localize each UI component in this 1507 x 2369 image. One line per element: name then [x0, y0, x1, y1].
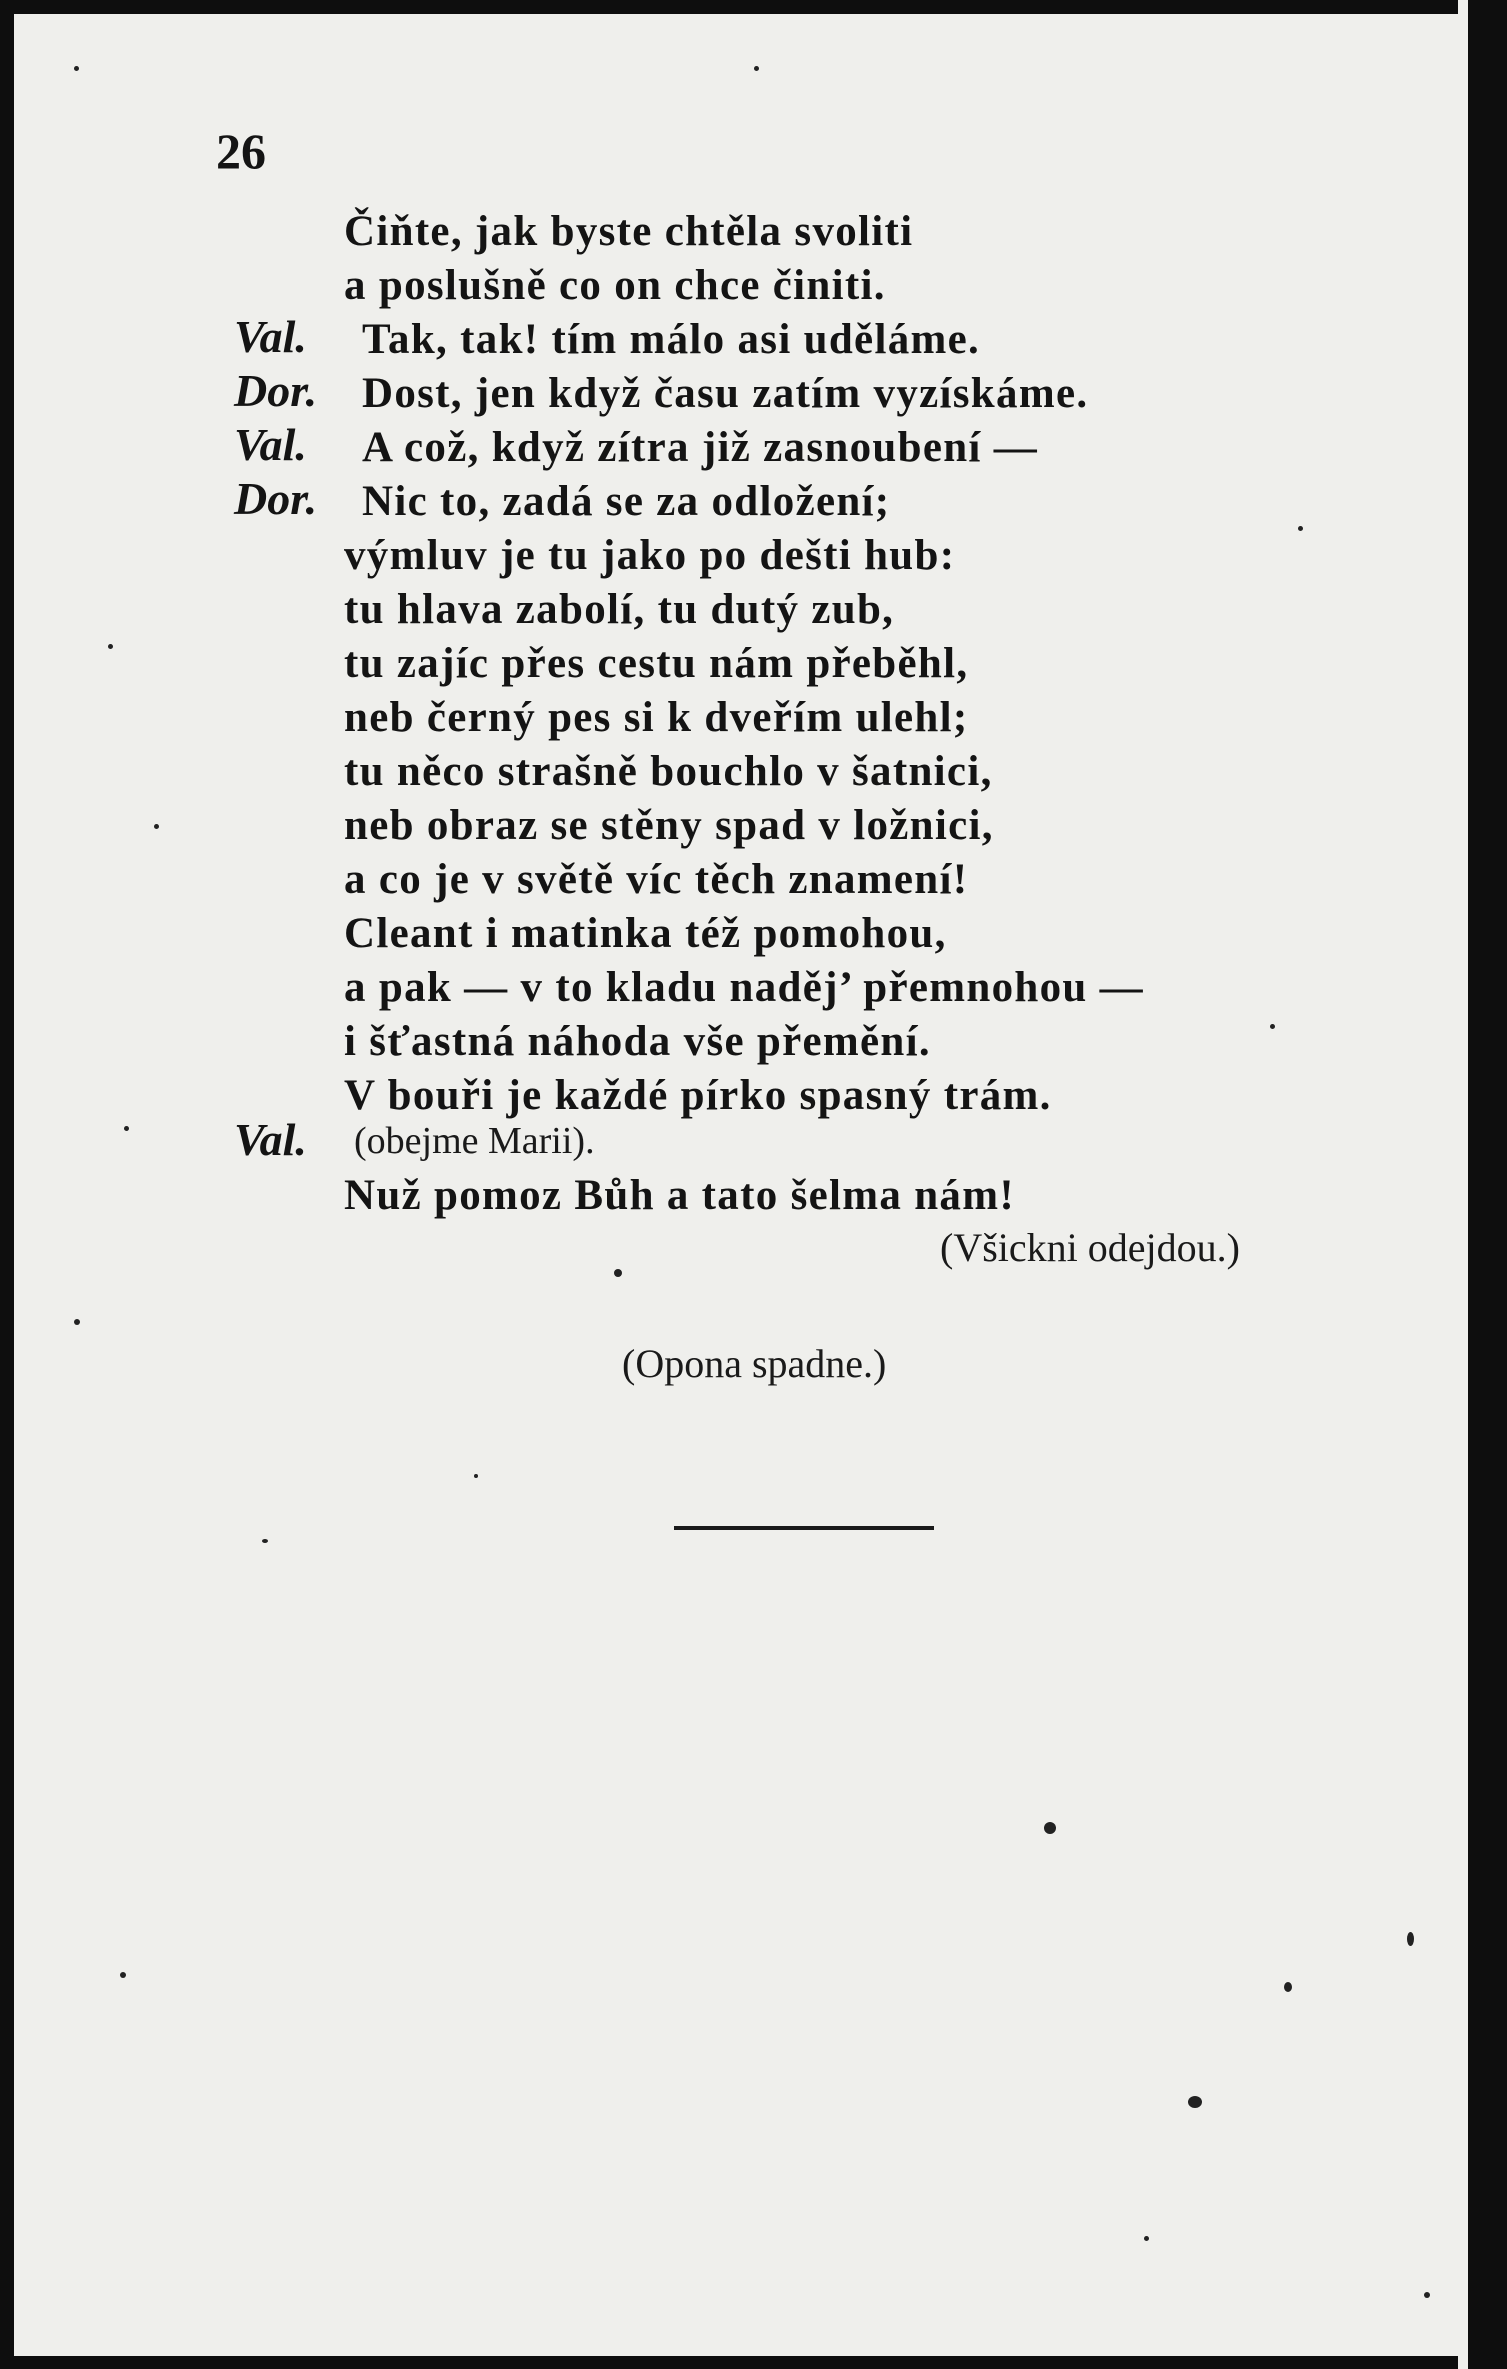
verse-line: Nic to, zadá se za odložení; [362, 478, 891, 525]
scan-speck [1284, 1982, 1292, 1992]
scan-speck [74, 66, 79, 71]
verse-line: tu zajíc přes cestu nám přeběhl, [344, 640, 969, 687]
speaker-label: Val. [234, 419, 307, 470]
scan-speck [154, 824, 159, 829]
speaker-label: Dor. [234, 473, 318, 524]
scan-speck [1407, 1932, 1414, 1946]
page-edge [1458, 0, 1468, 2369]
verse-line: Nuž pomoz Bůh a tato šelma nám! [344, 1172, 1015, 1219]
verse-line: a pak — v to kladu naděj’ přemnohou — [344, 964, 1144, 1011]
scan-speck [108, 644, 113, 649]
verse-line: V bouři je každé pírko spasný trám. [344, 1072, 1052, 1119]
scan-speck [1188, 2096, 1202, 2108]
scan-speck [124, 1126, 129, 1131]
speaker-label: Dor. [234, 365, 318, 416]
scan-speck [1270, 1024, 1275, 1029]
verse-line: a poslušně co on chce činiti. [344, 262, 886, 309]
verse-line: Čiňte, jak byste chtěla svoliti [344, 208, 914, 255]
scan-speck [1144, 2236, 1149, 2241]
speaker-label: Val. [234, 311, 307, 362]
verse-line: Cleant i matinka též pomohou, [344, 910, 947, 957]
scan-speck [1298, 526, 1303, 531]
speaker-label: Val. [234, 1114, 307, 1165]
verse-line: neb černý pes si k dveřím ulehl; [344, 694, 969, 741]
scan-speck [120, 1972, 126, 1978]
scan-speck [614, 1269, 622, 1277]
verse-line: A což, když zítra již zasnoubení — [362, 424, 1039, 471]
verse-line: neb obraz se stěny spad v ložnici, [344, 802, 994, 849]
stage-direction-curtain: (Opona spadne.) [622, 1341, 887, 1386]
scan-speck [754, 66, 759, 71]
scan-speck [1424, 2292, 1430, 2298]
scan-speck [74, 1319, 80, 1325]
verse-line: tu něco strašně bouchlo v šatnici, [344, 748, 993, 795]
book-page [14, 14, 1458, 2356]
stage-direction: (obejme Marii). [354, 1120, 595, 1162]
scan-speck [474, 1474, 478, 1478]
scan-speck [1044, 1822, 1056, 1834]
verse-line: Tak, tak! tím málo asi uděláme. [362, 316, 981, 363]
stage-direction-exit: (Všickni odejdou.) [940, 1225, 1240, 1270]
end-rule [674, 1526, 934, 1530]
verse-line: výmluv je tu jako po dešti hub: [344, 532, 956, 579]
verse-line: i šťastná náhoda vše přemění. [344, 1018, 931, 1065]
verse-line: tu hlava zabolí, tu dutý zub, [344, 586, 895, 633]
verse-line: a co je v světě víc těch znamení! [344, 856, 969, 903]
verse-line: Dost, jen když času zatím vyzískáme. [362, 370, 1089, 417]
scan-speck [262, 1539, 268, 1543]
page-number: 26 [216, 123, 266, 179]
